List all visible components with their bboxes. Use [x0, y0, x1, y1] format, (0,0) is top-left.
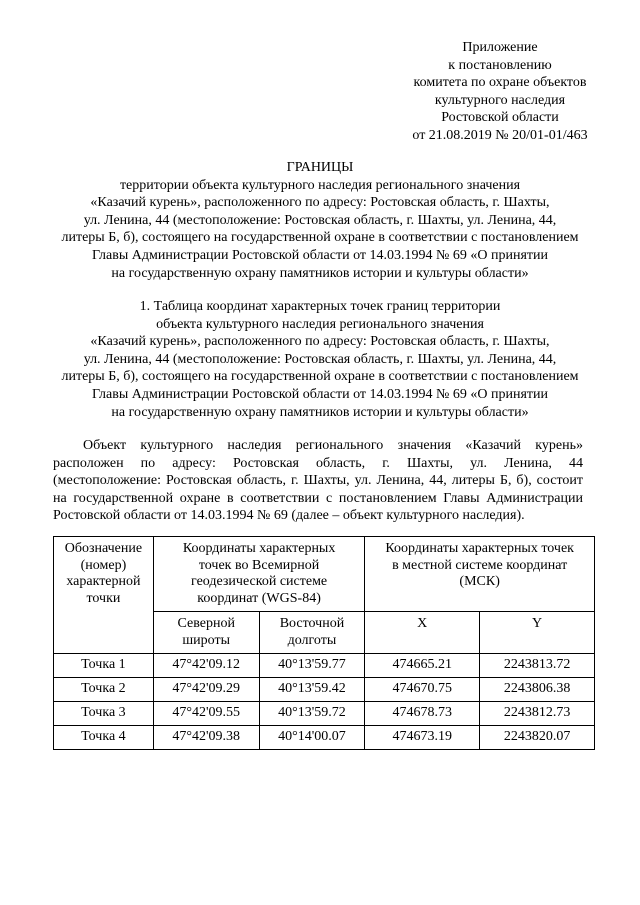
cell-point: Точка 3 — [54, 702, 154, 726]
description-paragraph — [53, 437, 583, 525]
cell-point: Точка 1 — [54, 654, 154, 678]
cell-x: 474665.21 — [365, 654, 480, 678]
cell-east: 40°13'59.42 — [259, 678, 365, 702]
cell-y: 2243813.72 — [480, 654, 595, 678]
cell-north: 47°42'09.38 — [153, 726, 259, 750]
title-line: на государственную охрану памятников истории и культуры области» — [111, 265, 529, 281]
section-line: «Казачий курень», расположенного по адресу: Ростовская область, г. Шахты, — [90, 334, 550, 350]
cell-y: 2243806.38 — [480, 678, 595, 702]
title-line: ул. Ленина, 44 (местоположение: Ростовская область, г. Шахты, ул. Ленина, 44, — [83, 212, 557, 228]
section-line: объекта культурного наследия регионального значения — [156, 316, 484, 332]
title-heading: ГРАНИЦЫ — [286, 160, 354, 175]
paragraph-line: (местоположение: Ростовская область, г. Шахты, ул. Ленина, 44, литеры Б, б), состоит — [53, 473, 583, 489]
header-north-latitude: Северной широты — [153, 612, 259, 654]
title-line: Главы Администрации Ростовской области от 14.03.1994 № 69 «О принятии — [92, 247, 548, 263]
header-y: Y — [480, 612, 595, 654]
cell-x: 474673.19 — [365, 726, 480, 750]
cell-y: 2243812.73 — [480, 702, 595, 726]
cell-x: 474678.73 — [365, 702, 480, 726]
paragraph-line: расположен по адресу: Ростовская область, г. Шахты, ул. Ленина, 44 — [53, 455, 583, 471]
appendix-date: от 21.08.2019 № 20/01-01/463 — [412, 127, 588, 143]
section-line: Главы Администрации Ростовской области от 14.03.1994 № 69 «О принятии — [92, 386, 548, 402]
cell-east: 40°13'59.72 — [259, 702, 365, 726]
table-row — [54, 702, 595, 726]
cell-east: 40°13'59.77 — [259, 654, 365, 678]
table-row — [54, 678, 595, 702]
cell-east: 40°14'00.07 — [259, 726, 365, 750]
section-line: на государственную охрану памятников истории и культуры области» — [111, 404, 529, 420]
appendix-line: Приложение — [462, 40, 538, 55]
cell-x: 474670.75 — [365, 678, 480, 702]
coordinates-table — [53, 536, 595, 750]
appendix-line: к постановлению — [448, 57, 552, 73]
table-header-row — [54, 537, 595, 612]
appendix-block — [380, 39, 620, 145]
header-east-longitude: Восточной долготы — [259, 612, 365, 654]
title-line: литеры Б, б), состоящего на государственной охране в соответствии с постановлением — [61, 230, 579, 246]
section-line: 1. Таблица координат характерных точек границ территории — [139, 299, 501, 314]
cell-north: 47°42'09.55 — [153, 702, 259, 726]
title-line: «Казачий курень», расположенного по адресу: Ростовская область, г. Шахты, — [90, 195, 550, 211]
paragraph-line: на государственной охране в соответствии с постановлением Главы Администрации — [53, 490, 583, 506]
header-x: X — [365, 612, 480, 654]
table-row — [54, 726, 595, 750]
section-line: ул. Ленина, 44 (местоположение: Ростовская область, г. Шахты, ул. Ленина, 44, — [83, 351, 557, 367]
appendix-line: Ростовской области — [441, 110, 559, 126]
cell-point: Точка 4 — [54, 726, 154, 750]
header-point-designation: Обозначение (номер) характерной точки — [54, 537, 154, 654]
header-wgs84: Координаты характерных точек во Всемирной геодезической системе координат (WGS-84) — [153, 537, 364, 612]
paragraph-line: Объект культурного наследия регионального значения «Казачий курень» — [83, 438, 583, 453]
table-row — [54, 654, 595, 678]
cell-north: 47°42'09.29 — [153, 678, 259, 702]
title-line: территории объекта культурного наследия регионального значения — [119, 177, 521, 193]
cell-y: 2243820.07 — [480, 726, 595, 750]
section-heading — [0, 298, 640, 421]
cell-north: 47°42'09.12 — [153, 654, 259, 678]
appendix-line: комитета по охране объектов — [413, 75, 587, 91]
appendix-line: культурного наследия — [434, 92, 566, 108]
header-msk: Координаты характерных точек в местной системе координат (МСК) — [365, 537, 595, 612]
document-title — [0, 159, 640, 282]
cell-point: Точка 2 — [54, 678, 154, 702]
section-line: литеры Б, б), состоящего на государственной охране в соответствии с постановлением — [61, 369, 579, 385]
paragraph-line: Ростовской области от 14.03.1994 № 69 (далее – объект культурного наследия). — [53, 508, 525, 524]
